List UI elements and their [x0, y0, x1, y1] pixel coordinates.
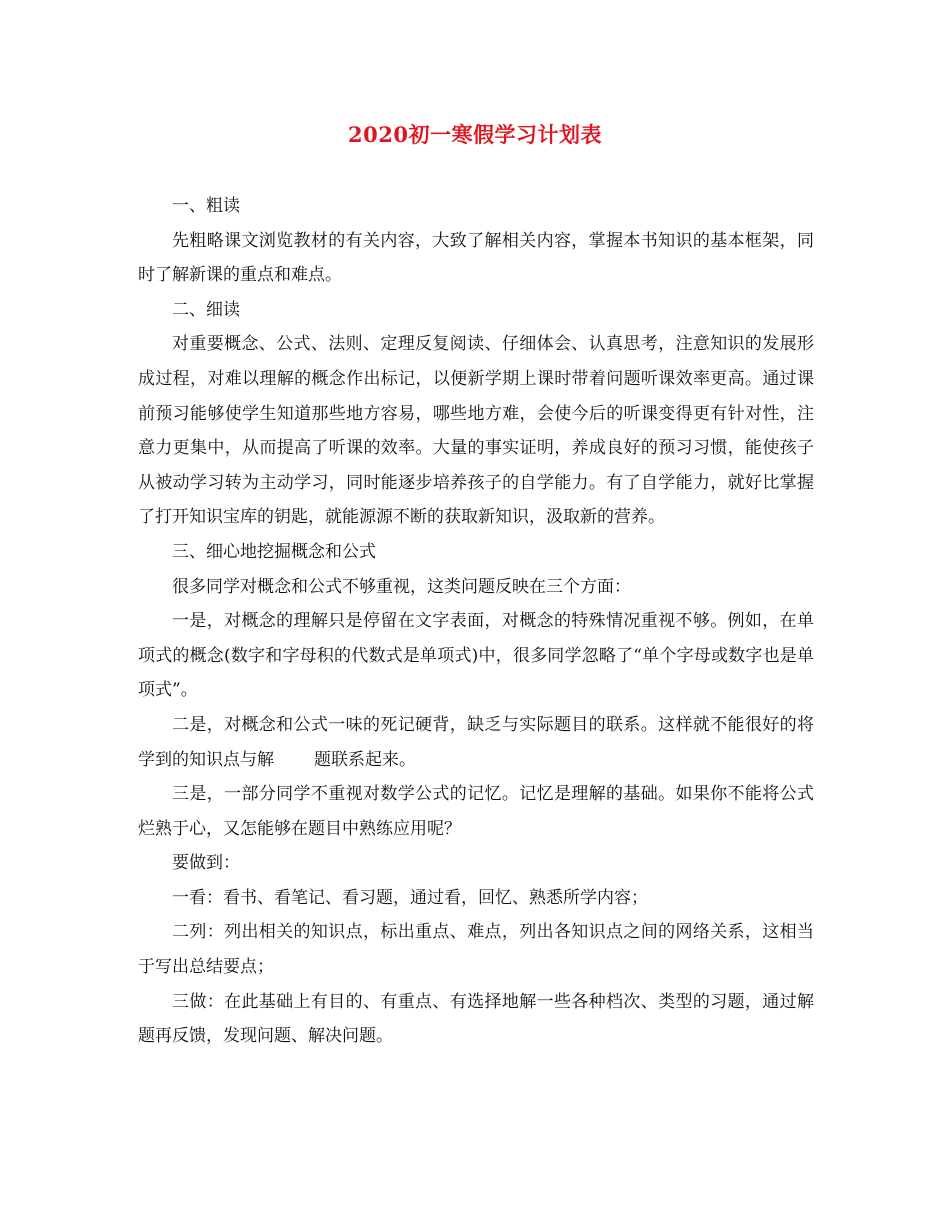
paragraph: 先粗略课文浏览教材的有关内容，大致了解相关内容，掌握本书知识的基本框架，同时了解新课的重点和难点。	[138, 230, 814, 286]
heading-careful-reading: 二、细读	[172, 299, 240, 320]
list-item-look: 一看：看书、看笔记、看习题，通过看，回忆、熟悉所学内容；	[172, 887, 648, 908]
paragraph-part: 题联系起来。	[314, 749, 416, 770]
paragraph: 三是，一部分同学不重视对数学公式的记忆。记忆是理解的基础。如果你不能将公式烂熟于心，又怎能够在题目中熟练应用呢？	[138, 784, 814, 839]
list-item-do: 三做：在此基础上有目的、有重点、有选择地解一些各种档次、类型的习题，通过解题再反馈，发现问题、解决问题。	[138, 991, 814, 1047]
paragraph: 一是，对概念的理解只是停留在文字表面，对概念的特殊情况重视不够。例如，在单项式的概念(数字和字母积的代数式是单项式)中，很多同学忽略了“单个字母或数字也是单项式”。	[138, 611, 814, 701]
paragraph: 对重要概念、公式、法则、定理反复阅读、仔细体会、认真思考，注意知识的发展形成过程，对难以理解的概念作出标记，以便新学期上课时带着问题听课效率更高。通过课前预习能够使学生知道那些地方容易，哪些地方难，会使今后的听课变得更有针对性，注意力更集中，从而提高了听课的效率。大量的事实证明，养成良好的预习习惯，能使孩子从被动学习转为主动学习，同时能逐步培养孩子的自学能力。有了自学能力，就好比掌握了打开知识宝库的钥匙，就能源源不断的获取新知识，汲取新的营养。	[138, 334, 814, 528]
paragraph	[138, 708, 814, 777]
paragraph-part: 二是，对概念和公式一味的死记硬背，缺乏与实际题目的联系。这样就不能很好的将学到的知识点与解	[138, 714, 814, 770]
list-item-list: 二列：列出相关的知识点，标出重点、难点，列出各知识点之间的网络关系，这相当于写出总结要点；	[138, 922, 814, 978]
heading-concepts-formulas: 三、细心地挖掘概念和公式	[172, 541, 376, 562]
heading-rough-reading: 一、粗读	[172, 196, 240, 216]
document-body	[138, 189, 814, 1054]
paragraph: 很多同学对概念和公式不够重视，这类问题反映在三个方面：	[172, 576, 631, 597]
paragraph: 要做到：	[172, 853, 240, 874]
document-title: 2020初一寒假学习计划表	[348, 122, 602, 147]
